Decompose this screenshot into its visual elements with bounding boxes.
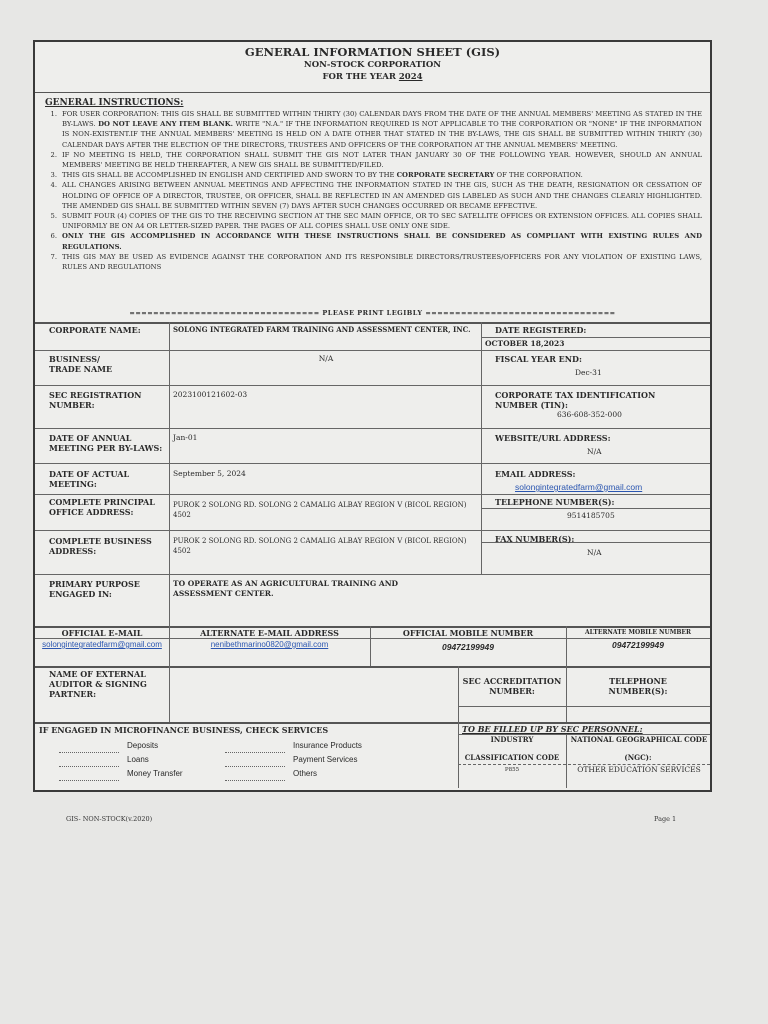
year-value: 2024	[398, 72, 423, 82]
instruction-item	[39, 150, 702, 170]
principal-office-label: COMPLETE PRINCIPAL OFFICE ADDRESS:	[49, 497, 155, 517]
email-label: EMAIL ADDRESS:	[495, 469, 576, 479]
microfinance-right-list	[225, 739, 362, 781]
instruction-item	[39, 252, 702, 272]
primary-purpose-label: PRIMARY PURPOSE ENGAGED IN:	[49, 579, 140, 599]
form-title: GENERAL INFORMATION SHEET (GIS)	[244, 45, 501, 59]
annual-meeting-label: DATE OF ANNUAL MEETING PER BY-LAWS:	[49, 433, 163, 453]
instruction-item	[39, 170, 702, 180]
instruction-text-part: SUBMIT FOUR (4) COPIES OF THE GIS TO THE RECEIVING SECTION AT THE SEC MAIN OFFICE, OR TO SEC SATELLITE OFFICES OR EXTENSION OFFICES. ALL COPIES SHALL UNIFORMLY BE ON A4 OR LETTER-SIZED PAPER. THE PAGES OF ALL COPIES SHALL USE ONLY ONE SIDE.	[62, 212, 702, 231]
industry-label: INDUSTRY	[490, 735, 534, 744]
instruction-text-part: WRITE "N.A." IF THE INFORMATION REQUIRED IS NOT APPLICABLE TO THE CORPORATION OR "NONE" IF THE INFORMATION IS NON-EXISTENT.IF THE ANNUAL MEMBERS' MEETING IS HELD ON A DATE OTHER THAT STATED IN THE BY-LAWS, THE GIS SHALL BE SUBMITTED WITHIN THIRTY (30) CALENDAR DAYS AFTER THE ELECTION OF THE DIRECTORS, TRUSTEES AND OFFICERS OF THE CORPORATION AT THE ANNUAL MEMBERS' MEETING.	[62, 120, 702, 149]
primary-purpose-value[interactable]: TO OPERATE AS AN AGRICULTURAL TRAINING AND ASSESSMENT CENTER.	[173, 579, 399, 598]
gis-sheet	[33, 40, 712, 792]
actual-meeting-label: DATE OF ACTUAL MEETING:	[49, 469, 130, 489]
service-deposits[interactable]: Deposits	[59, 739, 183, 753]
sec-registration-value[interactable]: 2023100121602-03	[173, 390, 248, 399]
grid-line	[169, 322, 170, 574]
grid-line	[481, 508, 710, 509]
date-registered-label: DATE REGISTERED:	[495, 325, 587, 335]
instruction-text-part: CORPORATE SECRETARY	[396, 171, 495, 180]
fiscal-year-end-label: FISCAL YEAR END:	[495, 354, 582, 364]
ngc-value[interactable]: OTHER EDUCATION SERVICES	[568, 764, 710, 775]
grid-line	[35, 666, 710, 668]
grid-line	[35, 638, 710, 639]
grid-line	[35, 574, 710, 575]
sec-registration-label: SEC REGISTRATION NUMBER:	[49, 390, 142, 410]
instruction-item	[39, 109, 702, 150]
instruction-text-part: ONLY THE GIS ACCOMPLISHED IN ACCORDANCE WITH THESE INSTRUCTIONS SHALL BE CONSIDERED AS COMPLIANT WITH EXISTING RULES AND REGULATIONS.	[62, 232, 702, 251]
instruction-number: 4.	[50, 181, 57, 190]
sheet-header	[35, 42, 710, 93]
business-address-value[interactable]: PUROK 2 SOLONG RD. SOLONG 2 CAMALIG ALBAY REGION V (BICOL REGION) 4502	[173, 537, 467, 555]
alt-email-label: ALTERNATE E-MAIL ADDRESS	[200, 628, 339, 638]
service-others[interactable]: Others	[225, 767, 362, 781]
grid-line	[481, 494, 710, 495]
ngc-label: NATIONAL GEOGRAPHICAL CODE	[570, 735, 708, 744]
instruction-text-part: DO NOT LEAVE ANY ITEM BLANK.	[98, 120, 234, 129]
fax-value[interactable]: N/A	[587, 548, 602, 557]
grid-line	[481, 337, 710, 338]
business-trade-name-label: BUSINESS/ TRADE NAME	[49, 354, 113, 374]
instructions-title: GENERAL INSTRUCTIONS:	[45, 98, 184, 108]
corporate-name-value[interactable]: SOLONG INTEGRATED FARM TRAINING AND ASSESSMENT CENTER, INC.	[173, 325, 471, 334]
instruction-text	[62, 252, 702, 272]
alt-email-value[interactable]: nenibethmarino0820@gmail.com	[210, 640, 329, 649]
email-value[interactable]: solongintegratedfarm@gmail.com	[515, 482, 643, 492]
telephone-value[interactable]: 9514185705	[567, 511, 615, 520]
service-insurance-products[interactable]: Insurance Products	[225, 739, 362, 753]
telephone-label: TELEPHONE NUMBER(S):	[495, 497, 615, 507]
external-auditor-label: NAME OF EXTERNAL AUDITOR & SIGNING PARTNER:	[49, 669, 147, 699]
instructions-list	[39, 109, 702, 272]
fax-label: FAX NUMBER(S):	[495, 534, 575, 544]
grid-line	[35, 322, 710, 324]
instruction-text	[62, 180, 702, 211]
website-label: WEBSITE/URL ADDRESS:	[495, 433, 611, 443]
grid-line	[169, 574, 170, 626]
corporate-name-label: CORPORATE NAME:	[49, 325, 141, 335]
instruction-text	[62, 109, 702, 150]
classification-code-value[interactable]: P855	[458, 764, 566, 775]
sec-personnel-label: TO BE FILLED UP BY SEC PERSONNEL:	[462, 724, 643, 734]
instruction-number: 1.	[50, 110, 57, 118]
instruction-text	[62, 150, 702, 170]
grid-line	[35, 350, 481, 351]
sec-accreditation-label: SEC ACCREDITATION NUMBER:	[462, 676, 562, 696]
instruction-number: 2.	[50, 150, 57, 159]
alt-mobile-label: ALTERNATE MOBILE NUMBER	[585, 629, 691, 636]
actual-meeting-value[interactable]: September 5, 2024	[173, 469, 246, 478]
official-email-label: OFFICIAL E-MAIL	[61, 628, 143, 638]
instruction-text-part: ALL CHANGES ARISING BETWEEN ANNUAL MEETINGS AND AFFECTING THE INFORMATION STATED IN THE GIS, SUCH AS THE DEATH, RESIGNATION OR CESSATION OF HOLDING OF OFFICE OF A DIRECTOR, TRUSTEE, OR OFFICER, SHALL BE REFLECTED IN AN AMENDED GIS LABELED AS SUCH AND THE CHANGES CLEARLY HIGHLIGHTED. THE AMENDED GIS SHALL BE SUBMITTED WITHIN SEVEN (7) DAYS AFTER SUCH CHANGES OCCURRED OR BECAME EFFECTIVE.	[62, 181, 702, 210]
service-money-transfer[interactable]: Money Transfer	[59, 767, 183, 781]
official-mobile-value[interactable]: 09472199949	[441, 642, 494, 652]
principal-office-value[interactable]: PUROK 2 SOLONG RD. SOLONG 2 CAMALIG ALBAY REGION V (BICOL REGION) 4502	[173, 501, 467, 519]
grid-line	[35, 428, 710, 429]
instruction-number: 7.	[50, 252, 57, 261]
grid-line	[458, 706, 710, 707]
instruction-number: 6.	[50, 232, 57, 241]
date-registered-value[interactable]: OCTOBER 18,2023	[485, 339, 565, 348]
grid-line	[35, 530, 710, 531]
year-prefix: FOR THE YEAR	[322, 72, 399, 82]
grid-line	[169, 666, 170, 722]
instruction-text	[62, 170, 702, 180]
instruction-text-part: FOR USER CORPORATION: THIS GIS SHALL BE SUBMITTED WITHIN THIRTY (30) CALENDAR DAYS FROM THE DATE OF THE ANNUAL MEMBERS' MEETING AS STATED IN THE BY-LAWS.	[62, 110, 702, 129]
instruction-item	[39, 211, 702, 231]
grid-line	[35, 494, 481, 495]
tin-label: CORPORATE TAX IDENTIFICATION NUMBER (TIN):	[495, 390, 656, 410]
instruction-text-part: OF THE CORPORATION.	[494, 171, 583, 180]
official-mobile-label: OFFICIAL MOBILE NUMBER	[402, 628, 534, 638]
instruction-text-part: IF NO MEETING IS HELD, THE CORPORATION SHALL SUBMIT THE GIS NOT LATER THAN JANUARY 30 OF THE FOLLOWING YEAR. HOWEVER, SHOULD AN ANNUAL MEMBERS' MEETING BE HELD THEREAFTER, A NEW GIS SHALL BE SUBMITTED/FILED.	[62, 150, 702, 170]
grid-line	[481, 322, 482, 574]
instruction-item	[39, 180, 702, 211]
classification-code-label: CLASSIFICATION CODE	[464, 753, 560, 762]
instruction-text-part: THIS GIS SHALL BE ACCOMPLISHED IN ENGLISH AND CERTIFIED AND SWORN TO BY THE	[62, 171, 397, 180]
instruction-item	[39, 231, 702, 251]
business-trade-name-value[interactable]: N/A	[318, 354, 334, 363]
ngc-sub-label: (NGC):	[624, 753, 652, 762]
grid-line	[35, 463, 710, 464]
grid-line	[35, 385, 710, 386]
print-legibly-banner: ================================ PLEASE PRINT LEGIBLY ================================	[129, 309, 616, 317]
instruction-number: 3.	[50, 171, 57, 180]
website-value[interactable]: N/A	[587, 447, 602, 456]
microfinance-label: IF ENGAGED IN MICROFINANCE BUSINESS, CHECK SERVICES	[39, 725, 329, 735]
alt-mobile-value[interactable]: 09472199949	[611, 640, 664, 650]
form-year	[35, 72, 710, 82]
annual-meeting-value[interactable]: Jan-01	[173, 433, 198, 442]
business-address-label: COMPLETE BUSINESS ADDRESS:	[49, 536, 152, 556]
fiscal-year-end-value[interactable]: Dec-31	[575, 368, 602, 377]
tin-value[interactable]: 636-608-352-000	[557, 410, 622, 419]
form-version: GIS- NON-STOCK(v.2020)	[66, 815, 153, 823]
microfinance-left-list	[59, 739, 183, 781]
instruction-text	[62, 211, 702, 231]
form-subtitle: NON-STOCK CORPORATION	[303, 60, 442, 70]
instruction-number: 5.	[50, 212, 57, 221]
service-loans[interactable]: Loans	[59, 753, 183, 767]
official-email-value[interactable]: solongintegratedfarm@gmail.com	[42, 640, 162, 649]
grid-line	[481, 350, 710, 351]
page-number: Page 1	[654, 815, 677, 823]
instruction-text	[62, 231, 702, 251]
auditor-telephone-label: TELEPHONE NUMBER(S):	[608, 676, 668, 696]
service-payment-services[interactable]: Payment Services	[225, 753, 362, 767]
instruction-text-part: THIS GIS MAY BE USED AS EVIDENCE AGAINST THE CORPORATION AND ITS RESPONSIBLE DIRECTORS/TRUSTEES/OFFICERS FOR ANY VIOLATION OF EXISTING LAWS, RULES AND REGULATIONS	[62, 252, 702, 272]
